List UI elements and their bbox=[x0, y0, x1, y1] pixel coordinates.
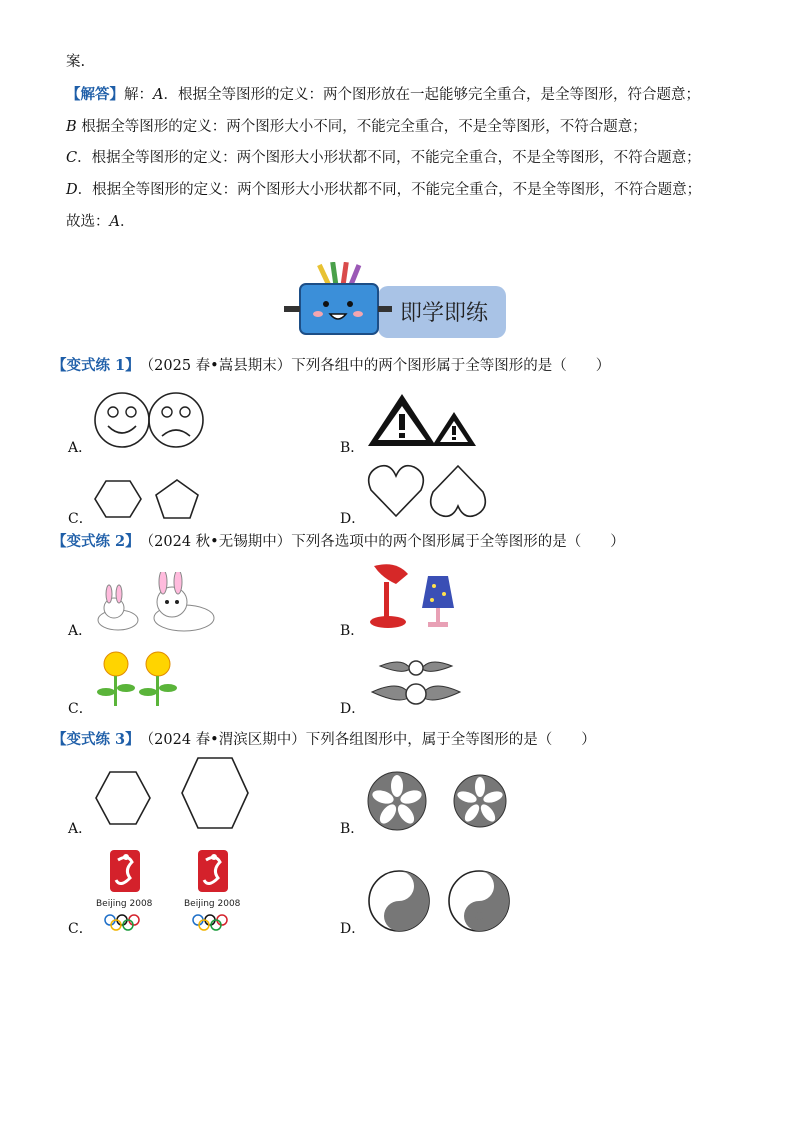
q1-hexagon-pentagon-figure bbox=[94, 476, 204, 522]
question-1: 【变式练 1】 （2025 春•嵩县期末）下列各组中的两个图形属于全等图形的是（ ） bbox=[52, 357, 611, 374]
logo-text-1: Beijing 2008 bbox=[96, 899, 153, 909]
q3-option-b[interactable]: B． bbox=[340, 821, 365, 837]
q3-beijing-logos-figure bbox=[94, 848, 254, 932]
q1-option-b[interactable]: B． bbox=[340, 440, 365, 456]
answer-line-5: 故选：A． bbox=[66, 214, 135, 230]
q3-option-d[interactable]: D． bbox=[340, 921, 366, 937]
q2-lamps-figure bbox=[366, 562, 462, 632]
q1-faces-figure bbox=[94, 390, 204, 450]
q3-hexagons-figure bbox=[94, 756, 254, 832]
q1-option-c[interactable]: C． bbox=[68, 511, 93, 527]
q2-option-a[interactable]: A． bbox=[68, 623, 93, 639]
logo-text-2: Beijing 2008 bbox=[184, 899, 241, 909]
q2-option-d[interactable]: D． bbox=[340, 701, 366, 717]
q1-option-d[interactable]: D． bbox=[340, 511, 366, 527]
q2-option-b[interactable]: B． bbox=[340, 623, 365, 639]
banner-text: 即学即练 bbox=[400, 301, 489, 326]
answer-line-4: D．根据全等图形的定义：两个图形大小形状都不同，不能完全重合，不是全等图形，不符合题意； bbox=[66, 182, 702, 198]
q3-option-a[interactable]: A． bbox=[68, 821, 93, 837]
answer-line-1: 【解答】解：A．根据全等图形的定义：两个图形放在一起能够完全重合，是全等图形，符合题意； bbox=[66, 86, 700, 103]
q3-yinyang-figure bbox=[366, 868, 516, 934]
question-2: 【变式练 2】 （2024 秋•无锡期中）下列各选项中的两个图形属于全等图形的是（ ） bbox=[52, 533, 625, 550]
q2-rabbits-figure bbox=[96, 572, 218, 634]
q1-option-a[interactable]: A． bbox=[68, 440, 93, 456]
q1-hearts-figure bbox=[366, 462, 488, 520]
q2-flowers-figure bbox=[96, 650, 180, 710]
question-3: 【变式练 3】 （2024 春•渭滨区期中）下列各组图形中，属于全等图形的是（ ） bbox=[52, 731, 596, 748]
q2-option-c[interactable]: C． bbox=[68, 701, 93, 717]
q1-warning-triangles-figure bbox=[366, 390, 481, 450]
practice-banner bbox=[282, 262, 510, 342]
answer-tag: 【解答】 bbox=[66, 86, 124, 103]
q2-car-logos-figure bbox=[370, 654, 462, 712]
q3-option-c[interactable]: C． bbox=[68, 921, 93, 937]
answer-line-0: 案. bbox=[66, 54, 86, 70]
q3-bauhinia-figure bbox=[366, 770, 512, 832]
answer-line-2: B 根据全等图形的定义：两个图形大小不同，不能完全重合，不是全等图形，不符合题意； bbox=[66, 119, 647, 135]
answer-line-3: C．根据全等图形的定义：两个图形大小形状都不同，不能完全重合，不是全等图形，不符合题意； bbox=[66, 150, 701, 166]
